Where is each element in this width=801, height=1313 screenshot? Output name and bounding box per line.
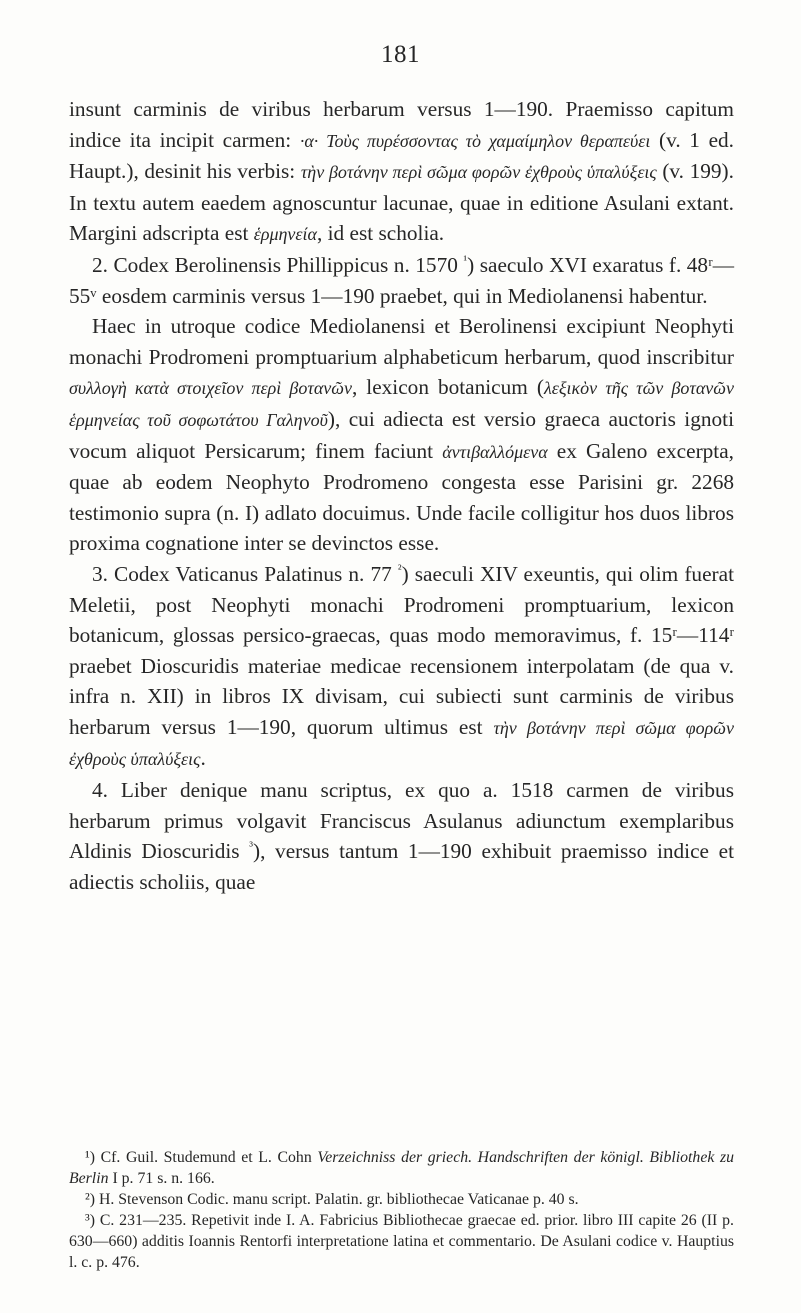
text-run: . (200, 746, 206, 771)
footnote-3 (69, 1211, 734, 1274)
text-run: ) saeculo XVI exaratus f. 48ʳ—55ᵛ eosdem carminis versus 1—190 praebet, qui in Mediolanensi habentur. (69, 252, 735, 308)
footnote-ref[interactable]: ¹ (463, 252, 468, 267)
paragraph-2 (69, 250, 734, 311)
footnote-mark: ³) (85, 1211, 100, 1229)
text-run: I p. 71 s. n. 166. (108, 1169, 215, 1187)
cited-title: Verzeichniss der griech. Handschriften der königl. Bibliothek zu Berlin (69, 1149, 735, 1187)
text-run: 2. Codex Berolinensis Phillippicus n. 1570 (92, 252, 464, 277)
text-run: Cf. Guil. Studemund et L. Cohn (100, 1149, 318, 1166)
text-run: , id est scholia. (316, 221, 445, 246)
footnotes (69, 1148, 734, 1273)
paragraph-5 (69, 775, 734, 897)
paragraph-1 (69, 94, 734, 250)
text-run: ), versus tantum 1—190 exhibuit praemisso indice et adiectis scholiis, quae (69, 839, 735, 894)
text-run: ), cui adiecta est versio graeca auctoris ignoti vocum aliquot Persicarum; finem faciunt (69, 406, 734, 463)
paragraph-4 (69, 559, 734, 775)
text-run: 3. Codex Vaticanus Palatinus n. 77 (92, 561, 398, 586)
footnote-mark: ²) (85, 1190, 99, 1208)
page-number: 181 (381, 41, 420, 68)
paragraph-3 (69, 311, 734, 559)
footnote-2 (69, 1190, 734, 1211)
footnote-mark: ¹) (85, 1149, 101, 1166)
greek-quote: συλλογὴ κατὰ στοιχεῖον περὶ βοτανῶν (69, 378, 352, 399)
text-run: (v. 1 ed. Haupt.), desinit his verbis: (69, 127, 734, 184)
text-run: (v. 199). In textu autem eaedem agnoscuntur lacunae, quae in editione Asulani extant. Margini adscripta est (69, 159, 734, 246)
text-run: ) saeculi XIV exeuntis, qui olim fuerat Meletii, post Neophyti monachi Prodromeni promptuarium, lexicon botanicum, glossas persico-graecas, quas modo memoravimus, f. 15ʳ—114ʳ praebet Dioscuridis materiae medicae recensionem interpolatam (de qua v. infra n. XII) in libros IX divisam, cui subiecti sunt carminis de viribus herbarum versus 1—190, quorum ultimus est (69, 561, 734, 739)
greek-quote: λεξικὸν τῆς τῶν βοτανῶν ἑρμηνείας τοῦ σοφωτάτου Γαληνοῦ (69, 378, 734, 430)
body-text (69, 94, 734, 897)
text-run: 4. Liber denique manu scriptus, ex quo a. 1518 carmen de viribus herbarum primus volgavit Franciscus Asulanus adiunctum exemplaribus Aldinis Dioscuridis (69, 778, 734, 864)
footnote-1 (69, 1148, 734, 1190)
footnote-ref[interactable]: ³ (249, 839, 253, 854)
footnote-ref[interactable]: ² (397, 561, 402, 576)
text-run: ex Galeno excerpta, quae ab eodem Neophyto Prodromeno congesta esse Parisini gr. 2268 testimonio supra (n. I) adlato docuimus. Unde facile colligitur hos duos libros proxima cognatione inter se devinctos esse. (69, 438, 735, 556)
greek-quote: ·α· Τοὺς πυρέσσοντας τὸ χαμαίμηλον θεραπεύει (299, 130, 651, 151)
text-run: H. Stevenson Codic. manu script. Palatin. gr. bibliothecae Vaticanae p. 40 s. (98, 1190, 579, 1208)
greek-quote: τὴν βοτάνην περὶ σῶμα φορῶν ἐχθροὺς ὑπαλύξεις (69, 717, 734, 770)
greek-quote: ἀντιβαλλόμενα (442, 441, 548, 462)
greek-quote: τὴν βοτάνην περὶ σῶμα φορῶν ἐχθροὺς ὑπαλύξεις (300, 162, 657, 183)
text-run: insunt carminis de viribus herbarum versus 1—190. Praemisso capitum indice ita incipit carmen: (69, 97, 734, 152)
text-run: Haec in utroque codice Mediolanensi et Berolinensi excipiunt Neophyti monachi Prodromeni promptuarium alphabeticum herbarum, quod inscribitur (69, 314, 734, 369)
text-run: , lexicon botanicum ( (351, 375, 544, 400)
text-run: C. 231—235. Repetivit inde I. A. Fabricius Bibliothecae graecae ed. prior. libro III capite 26 (II p. 630—660) additis Ioannis Rentorfi interpretatione latina et commentario. De Asulani codice v. Hauptius l. c. p. 476. (69, 1211, 734, 1271)
greek-quote: ἑρμηνεία (253, 224, 317, 245)
